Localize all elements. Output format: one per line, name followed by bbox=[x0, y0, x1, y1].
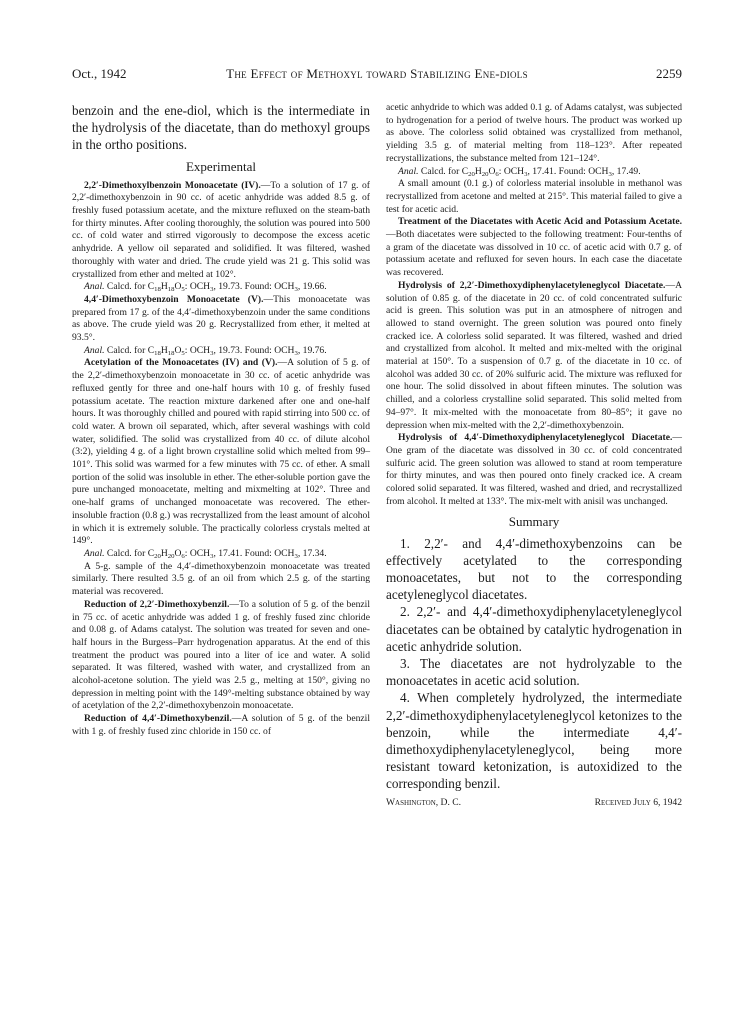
paragraph-monoacetate-iv: 2,2′-Dimethoxylbenzoin Monoacetate (IV).—To a solution of 17 g. of 2,2′-dimethoxybenzoin in 90 cc. of acetic anhydride was added 8.5 g. of freshly fused potassium acetate, and the mixture refluxed on the steam-bath for thirty minutes. After cooling thoroughly, the solution was poured into 500 cc. of cold water and stirred vigorously to decompose the excess acetic anhydride. A yellow oil separated and solidified. It was filtered, washed thoroughly with water and dried. The crude yield was 21 g. This solid was crystallized from ether and melted at 102°. bbox=[72, 179, 371, 280]
issue-date: Oct., 1942 bbox=[72, 66, 127, 81]
paragraph-hydrolysis-22: Hydrolysis of 2,2′-Dimethoxydiphenylacetyleneglycol Diacetate.—A solution of 0.85 g. of the diacetate in 20 cc. of cold concentrated sulfuric acid is green. This solution was put in an atmosphere of nitrogen and allowed to stand overnight. The green solution was poured onto finely cracked ice. A colorless solid separated. It was filtered, washed and dried and crystallized from alcohol. It melted and mix-melted with the original material at 150°. To a suspension of 0.7 g. of the diacetate in 10 cc. of alcohol was added 30 cc. of 20% sulfuric acid. The mixture was refluxed for one hour. The solid dissolved in about fifteen minutes. The solution was chilled, and a colorless crystalline solid separated. This solid melted from 94–97°. It mix-melted with the monoacetate from 80–85°; it gave no depression when mix-melted with the 2,2′-dimethoxybenzoin. bbox=[386, 279, 682, 431]
summary-item-3: 3. The diacetates are not hydrolyzable to the monoacetates in acetic acid solution. bbox=[386, 655, 682, 689]
run-in-heading: Treatment of the Diacetates with Acetic Acid and Potassium Acetate. bbox=[398, 216, 682, 228]
paragraph-insoluble-material: A small amount (0.1 g.) of colorless material insoluble in methanol was recrystallized from acetone and melted at 215°. This material failed to give a test for acetic acid. bbox=[386, 178, 682, 215]
intro-paragraph: benzoin and the ene-diol, which is the intermediate in the hydrolysis of the diacetate, than do methoxyl groups in the ortho positions. bbox=[72, 103, 370, 153]
place-of-origin: Washington, D. C. bbox=[386, 796, 462, 808]
footer-line bbox=[386, 797, 682, 811]
left-column bbox=[72, 102, 370, 739]
paragraph-hydrolysis-44: Hydrolysis of 4,4′-Dimethoxydiphenylacetyleneglycol Diacetate.—One gram of the diacetate was dissolved in 30 cc. of cold concentrated sulfuric acid. The green solution was allowed to stand at room temperature for thirty minutes, and was then poured onto finely cracked ice. A cream colored solid separated. It was filtered, washed and dried, and recrystallized from alcohol. It melted at 133°. The mix-melt with anisil was unchanged. bbox=[386, 432, 682, 507]
analysis-line: Anal. Calcd. for $C_{18}H_{18}O_5$: $OCH_3$, 19.73. Found: $OCH_3$, 19.66. bbox=[84, 281, 327, 294]
page-number: 2259 bbox=[656, 66, 682, 81]
paragraph-sample-treated: A 5-g. sample of the 4,4′-dimethoxybenzoin monoacetate was treated similarly. There resulted 3.5 g. of an oil from which 2.5 g. of the starting material was recovered. bbox=[72, 560, 370, 598]
paragraph-acetylation: Acetylation of the Monoacetates (IV) and (V).—A solution of 5 g. of the 2,2′-dimethoxybenzoin monoacetate in 30 cc. of acetic anhydride was refluxed gently for three and one-half hours with 10 g. of freshly fused potassium acetate. The reaction mixture darkened after one and one-half hours. It was thoroughly chilled and poured with rapid stirring into 500 cc. of cold water. A brown oil separated, which, after several washings with cold water, solidified. The solid was crystallized from 40 cc. of dilute alcohol (3:2), yielding 4 g. of a light brown crystalline solid which melted from 99–101°. This solid was warmed for a few minutes with 75 cc. of ether. A small portion of the solid was insoluble in ether. The ether-soluble portion gave the pure unchanged monoacetate, melting and mixmelting at 102°. Three and one-half grams of unchanged monoacetate was recovered. The ether-insoluble fraction (0.8 g.) was recrystallized from the least amount of alcohol in which it is extremely soluble. The practically colorless crystals melted at 149°. bbox=[72, 357, 370, 547]
run-in-heading: 2,2′-Dimethoxylbenzoin Monoacetate (IV). bbox=[84, 179, 261, 191]
run-in-heading: 4,4′-Dimethoxybenzoin Monoacetate (V). bbox=[84, 293, 264, 305]
right-column bbox=[386, 102, 682, 811]
analysis-line: Anal. Calcd. for $C_{20}H_{20}O_6$: $OCH_3$, 17.41. Found: $OCH_3$, 17.34. bbox=[84, 548, 327, 560]
analysis-line: Anal. Calcd. for $C_{20}H_{20}O_6$: $OCH_3$, 17.41. Found: $OCH_3$, 17.49. bbox=[398, 165, 641, 178]
analysis-line: Anal. Calcd. for $C_{18}H_{18}O_5$: $OCH_3$, 19.73. Found: $OCH_3$, 19.76. bbox=[84, 344, 327, 357]
paragraph-reduction-44: Reduction of 4,4′-Dimethoxybenzil.—A solution of 5 g. of the benzil with 1 g. of freshly fused zinc chloride in 150 cc. of bbox=[72, 713, 370, 737]
summary-heading: Summary bbox=[508, 513, 560, 529]
paragraph-monoacetate-v: 4,4′-Dimethoxybenzoin Monoacetate (V).—This monoacetate was prepared from 17 g. of the 4,4′-dimethoxybenzoin under the same conditions as above. The crude yield was 20 g. Recrystallized from ether, it melted at 93.5°. bbox=[72, 293, 371, 344]
summary-item-2: 2. 2,2′- and 4,4′-dimethoxydiphenylacetyleneglycol diacetates can be obtained by catalytic hydrogenation in acetic anhydride solution. bbox=[386, 604, 682, 654]
paragraph-treatment-diacetates: Treatment of the Diacetates with Acetic Acid and Potassium Acetate.—Both diacetates were subjected to the following treatment: Four-tenths of a gram of the diacetate was dissolved in 10 cc. of acetic acid with 0.7 g. of potassium acetate and refluxed for seven hours. In each case the diacetate was recovered. bbox=[386, 216, 682, 279]
run-in-heading: Hydrolysis of 4,4′-Dimethoxydiphenylacetyleneglycol Diacetate. bbox=[398, 432, 673, 444]
run-in-heading: Reduction of 4,4′-Dimethoxybenzil. bbox=[84, 713, 232, 725]
paragraph-continued: acetic anhydride to which was added 0.1 g. of Adams catalyst, was subjected to hydrogenation for a period of twelve hours. The product was worked up as above. The colorless solid obtained was crystallized from methanol, yielding 3.5 g. of material melting from 118–123°. After repeated recrystallizations, the substance melted from 121–124°. bbox=[386, 102, 682, 164]
summary-item-1: 1. 2,2′- and 4,4′-dimethoxybenzoins can be effectively acetylated to the corresponding monoacetates, but not to the corresponding acetyleneglycol diacetates. bbox=[386, 535, 682, 603]
paragraph-reduction-22: Reduction of 2,2′-Dimethoxybenzil.—To a solution of 5 g. of the benzil in 75 cc. of acetic anhydride was added 1 g. of freshly fused zinc chloride and 0.08 g. of Adams catalyst. The solution was treated for seven and one-half hours in the Burgess–Parr hydrogenation apparatus. At the end of this treatment the product was poured into a liter of ice and water. A solid separated. It was filtered, washed with water, and crystallized from an alcohol-acetone solution. The yield was 2.5 g., melting at 150°, giving no depression in melting point with the 149°-melting substance obtained by way of acetylation of the 2,2′-dimethoxybenzoin monoacetate. bbox=[72, 598, 370, 712]
run-in-heading: Hydrolysis of 2,2′-Dimethoxydiphenylacetyleneglycol Diacetate. bbox=[398, 279, 666, 291]
run-in-heading: Acetylation of the Monoacetates (IV) and (V). bbox=[84, 357, 278, 369]
received-date: Received July 6, 1942 bbox=[594, 796, 682, 808]
running-title: The Effect of Methoxyl toward Stabilizing Ene-diols bbox=[226, 66, 528, 81]
summary-item-4: 4. When completely hydrolyzed, the intermediate 2,2′-dimethoxydiphenylacetyleneglycol ketonizes to the benzoin, while the intermediate 4,4′-dimethoxydiphenylacetyleneglycol, being more resistant toward ketonization, is autoxidized to the corresponding benzil. bbox=[386, 690, 682, 792]
run-in-heading: Reduction of 2,2′-Dimethoxybenzil. bbox=[84, 598, 230, 610]
experimental-heading: Experimental bbox=[185, 158, 257, 174]
running-header bbox=[72, 66, 682, 86]
